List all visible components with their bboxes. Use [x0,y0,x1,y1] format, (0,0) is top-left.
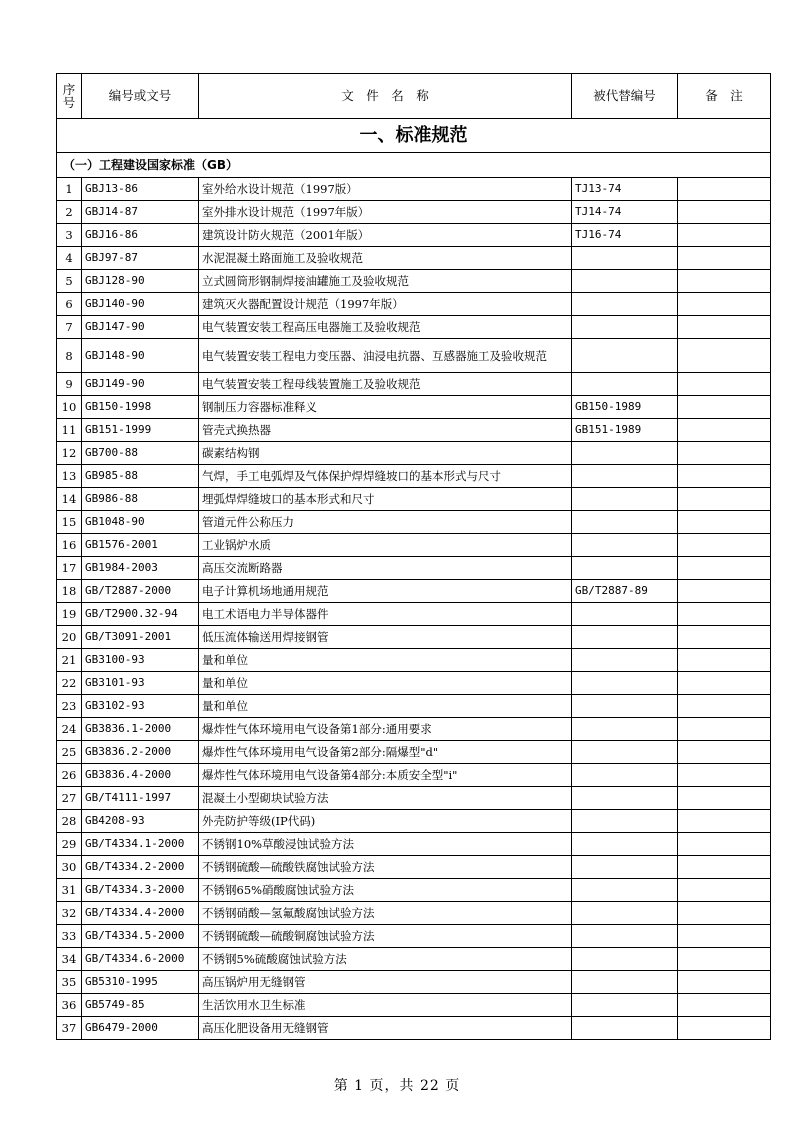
row-replaced-code [572,902,678,925]
row-serial-number: 27 [57,787,82,810]
row-replaced-code [572,373,678,396]
row-note [678,879,771,902]
row-replaced-code: GB151-1989 [572,419,678,442]
row-serial-number: 2 [57,201,82,224]
row-replaced-code [572,442,678,465]
row-serial-number: 13 [57,465,82,488]
row-document-name: 电工术语电力半导体器件 [199,603,572,626]
row-code: GBJ140-90 [82,293,199,316]
row-document-name: 外壳防护等级(IP代码) [199,810,572,833]
table-row [57,511,771,534]
row-document-name: 电气装置安装工程高压电器施工及验收规范 [199,316,572,339]
row-code: GB/T3091-2001 [82,626,199,649]
row-serial-number: 12 [57,442,82,465]
header-document-name: 文 件 名 称 [199,74,572,119]
row-code: GB3101-93 [82,672,199,695]
row-note [678,224,771,247]
row-note [678,534,771,557]
page-footer: 第 1 页，共 22 页 [333,1078,461,1094]
row-code: GB700-88 [82,442,199,465]
table-row [57,810,771,833]
row-replaced-code [572,810,678,833]
row-replaced-code [572,649,678,672]
row-replaced-code [572,488,678,511]
row-replaced-code: TJ13-74 [572,178,678,201]
row-serial-number: 3 [57,224,82,247]
row-note [678,925,771,948]
row-code: GBJ13-86 [82,178,199,201]
row-note [678,557,771,580]
row-serial-number: 19 [57,603,82,626]
table-row [57,201,771,224]
row-code: GB4208-93 [82,810,199,833]
row-replaced-code [572,695,678,718]
row-serial-number: 1 [57,178,82,201]
row-code: GB986-88 [82,488,199,511]
row-code: GBJ149-90 [82,373,199,396]
row-document-name: 量和单位 [199,649,572,672]
row-replaced-code [572,1017,678,1040]
row-replaced-code [572,672,678,695]
row-document-name: 不锈钢硫酸—硫酸铁腐蚀试验方法 [199,856,572,879]
row-serial-number: 21 [57,649,82,672]
row-serial-number: 34 [57,948,82,971]
table-row [57,856,771,879]
row-note [678,396,771,419]
row-document-name: 室外排水设计规范（1997年版） [199,201,572,224]
row-document-name: 水泥混凝土路面施工及验收规范 [199,247,572,270]
row-document-name: 建筑灭火器配置设计规范（1997年版） [199,293,572,316]
row-document-name: 量和单位 [199,672,572,695]
row-note [678,339,771,373]
row-replaced-code [572,534,678,557]
row-document-name: 不锈钢硝酸—氢氟酸腐蚀试验方法 [199,902,572,925]
row-note [678,316,771,339]
row-document-name: 不锈钢5%硫酸腐蚀试验方法 [199,948,572,971]
row-document-name: 碳素结构钢 [199,442,572,465]
row-replaced-code [572,741,678,764]
table-row [57,626,771,649]
row-code: GB1576-2001 [82,534,199,557]
row-note [678,580,771,603]
row-document-name: 爆炸性气体环境用电气设备第2部分:隔爆型"d" [199,741,572,764]
row-document-name: 高压交流断路器 [199,557,572,580]
table-row [57,557,771,580]
row-code: GBJ147-90 [82,316,199,339]
row-code: GB/T4334.5-2000 [82,925,199,948]
table-row [57,603,771,626]
row-serial-number: 17 [57,557,82,580]
table-row [57,178,771,201]
row-note [678,465,771,488]
row-code: GB/T4111-1997 [82,787,199,810]
row-code: GB1048-90 [82,511,199,534]
row-code: GBJ14-87 [82,201,199,224]
row-document-name: 埋弧焊焊缝坡口的基本形式和尺寸 [199,488,572,511]
row-document-name: 电气装置安装工程电力变压器、油浸电抗器、互感器施工及验收规范 [199,339,572,373]
row-note [678,764,771,787]
row-document-name: 管壳式换热器 [199,419,572,442]
row-code: GB151-1999 [82,419,199,442]
row-serial-number: 9 [57,373,82,396]
row-replaced-code [572,270,678,293]
row-replaced-code: GB150-1989 [572,396,678,419]
row-serial-number: 36 [57,994,82,1017]
row-serial-number: 24 [57,718,82,741]
row-serial-number: 30 [57,856,82,879]
row-replaced-code [572,879,678,902]
header-serial-number: 序号 [57,74,82,119]
row-document-name: 室外给水设计规范（1997版） [199,178,572,201]
row-note [678,902,771,925]
header-replaced-code: 被代替编号 [572,74,678,119]
row-serial-number: 18 [57,580,82,603]
row-note [678,718,771,741]
row-serial-number: 26 [57,764,82,787]
row-document-name: 电子计算机场地通用规范 [199,580,572,603]
row-serial-number: 23 [57,695,82,718]
row-serial-number: 22 [57,672,82,695]
row-code: GBJ128-90 [82,270,199,293]
row-replaced-code [572,764,678,787]
row-note [678,419,771,442]
row-replaced-code [572,247,678,270]
table-row [57,339,771,373]
row-document-name: 量和单位 [199,695,572,718]
row-note [678,971,771,994]
row-note [678,442,771,465]
row-note [678,270,771,293]
row-replaced-code [572,626,678,649]
table-row [57,419,771,442]
row-serial-number: 20 [57,626,82,649]
header-note: 备 注 [678,74,771,119]
row-code: GB3836.2-2000 [82,741,199,764]
row-document-name: 高压化肥设备用无缝钢管 [199,1017,572,1040]
row-document-name: 立式圆筒形钢制焊接油罐施工及验收规范 [199,270,572,293]
row-document-name: 气焊，手工电弧焊及气体保护焊焊缝坡口的基本形式与尺寸 [199,465,572,488]
table-row [57,373,771,396]
row-code: GB/T2900.32-94 [82,603,199,626]
table-row [57,293,771,316]
row-replaced-code: TJ14-74 [572,201,678,224]
table-header-row [57,74,771,119]
row-serial-number: 8 [57,339,82,373]
row-note [678,994,771,1017]
section-row [57,119,771,153]
table-row [57,270,771,293]
table-row [57,247,771,270]
table-row [57,741,771,764]
row-replaced-code [572,718,678,741]
row-code: GB3100-93 [82,649,199,672]
row-replaced-code: GB/T2887-89 [572,580,678,603]
table-row [57,833,771,856]
row-note [678,856,771,879]
row-note [678,741,771,764]
row-document-name: 不锈钢65%硝酸腐蚀试验方法 [199,879,572,902]
row-serial-number: 15 [57,511,82,534]
table-row [57,580,771,603]
row-code: GB/T4334.1-2000 [82,833,199,856]
row-code: GB5749-85 [82,994,199,1017]
row-replaced-code [572,994,678,1017]
row-note [678,649,771,672]
row-replaced-code [572,787,678,810]
row-note [678,695,771,718]
table-row [57,442,771,465]
row-note [678,488,771,511]
row-code: GB3836.4-2000 [82,764,199,787]
row-note [678,948,771,971]
table-row [57,316,771,339]
row-serial-number: 33 [57,925,82,948]
table-row [57,672,771,695]
row-replaced-code [572,948,678,971]
row-serial-number: 6 [57,293,82,316]
table-row [57,925,771,948]
row-replaced-code [572,971,678,994]
row-document-name: 高压锅炉用无缝钢管 [199,971,572,994]
row-code: GB/T4334.3-2000 [82,879,199,902]
row-replaced-code [572,465,678,488]
table-row [57,902,771,925]
row-code: GBJ16-86 [82,224,199,247]
row-serial-number: 4 [57,247,82,270]
row-code: GB/T4334.2-2000 [82,856,199,879]
row-serial-number: 11 [57,419,82,442]
row-note [678,373,771,396]
table-row [57,718,771,741]
row-serial-number: 35 [57,971,82,994]
row-document-name: 不锈钢10%草酸浸蚀试验方法 [199,833,572,856]
row-replaced-code [572,339,678,373]
row-serial-number: 28 [57,810,82,833]
header-code: 编号或文号 [82,74,199,119]
row-serial-number: 7 [57,316,82,339]
row-code: GB6479-2000 [82,1017,199,1040]
row-note [678,833,771,856]
row-replaced-code [572,511,678,534]
row-document-name: 管道元件公称压力 [199,511,572,534]
row-code: GB985-88 [82,465,199,488]
table-row [57,948,771,971]
row-code: GB3836.1-2000 [82,718,199,741]
table-row [57,465,771,488]
row-serial-number: 25 [57,741,82,764]
table-row [57,971,771,994]
table-row [57,994,771,1017]
row-note [678,787,771,810]
row-code: GBJ148-90 [82,339,199,373]
row-serial-number: 14 [57,488,82,511]
row-document-name: 生活饮用水卫生标准 [199,994,572,1017]
row-replaced-code [572,293,678,316]
table-row [57,534,771,557]
row-code: GB/T2887-2000 [82,580,199,603]
row-document-name: 爆炸性气体环境用电气设备第4部分:本质安全型"i" [199,764,572,787]
table-row [57,488,771,511]
row-note [678,672,771,695]
row-note [678,201,771,224]
row-serial-number: 5 [57,270,82,293]
row-document-name: 低压流体输送用焊接钢管 [199,626,572,649]
row-note [678,178,771,201]
row-replaced-code [572,316,678,339]
row-serial-number: 10 [57,396,82,419]
row-note [678,293,771,316]
row-note [678,810,771,833]
row-code: GB150-1998 [82,396,199,419]
row-replaced-code [572,603,678,626]
row-serial-number: 29 [57,833,82,856]
row-replaced-code [572,557,678,580]
row-replaced-code [572,925,678,948]
row-document-name: 工业锅炉水质 [199,534,572,557]
row-serial-number: 37 [57,1017,82,1040]
row-code: GB5310-1995 [82,971,199,994]
table-row [57,1017,771,1040]
row-note [678,511,771,534]
row-document-name: 爆炸性气体环境用电气设备第1部分:通用要求 [199,718,572,741]
row-code: GB3102-93 [82,695,199,718]
table-row [57,396,771,419]
row-note [678,1017,771,1040]
subsection-title: （一）工程建设国家标准（GB） [57,153,771,178]
row-note [678,603,771,626]
row-code: GB/T4334.6-2000 [82,948,199,971]
row-document-name: 电气装置安装工程母线装置施工及验收规范 [199,373,572,396]
row-code: GBJ97-87 [82,247,199,270]
row-serial-number: 31 [57,879,82,902]
row-serial-number: 32 [57,902,82,925]
row-replaced-code [572,856,678,879]
table-row [57,695,771,718]
row-code: GB1984-2003 [82,557,199,580]
row-replaced-code [572,833,678,856]
row-note [678,247,771,270]
row-document-name: 混凝土小型砌块试验方法 [199,787,572,810]
row-document-name: 建筑设计防火规范（2001年版） [199,224,572,247]
row-code: GB/T4334.4-2000 [82,902,199,925]
row-document-name: 钢制压力容器标准释义 [199,396,572,419]
table-row [57,879,771,902]
row-replaced-code: TJ16-74 [572,224,678,247]
standards-table [56,73,771,1040]
row-note [678,626,771,649]
row-serial-number: 16 [57,534,82,557]
row-document-name: 不锈钢硫酸—硫酸铜腐蚀试验方法 [199,925,572,948]
table-row [57,224,771,247]
table-row [57,787,771,810]
table-row [57,764,771,787]
table-row [57,649,771,672]
subsection-row [57,153,771,178]
section-title: 一、标准规范 [57,119,771,153]
